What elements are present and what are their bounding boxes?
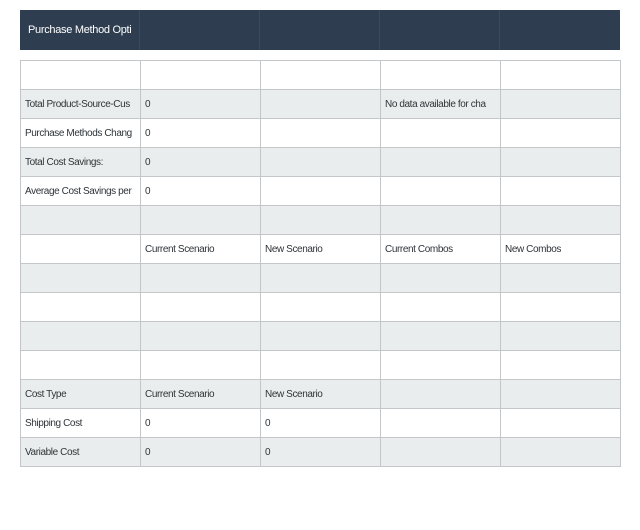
table-cell[interactable]	[381, 380, 501, 409]
table-cell[interactable]	[501, 206, 621, 235]
table-cell[interactable]: New Combos	[501, 235, 621, 264]
results-grid	[20, 60, 621, 467]
table-row	[21, 438, 621, 467]
table-cell[interactable]	[141, 206, 261, 235]
table-cell[interactable]: Current Scenario	[141, 235, 261, 264]
table-cell[interactable]	[381, 148, 501, 177]
table-cell[interactable]	[501, 148, 621, 177]
table-row	[21, 380, 621, 409]
header-cell	[380, 10, 500, 50]
table-cell[interactable]	[381, 322, 501, 351]
table-row	[21, 409, 621, 438]
row-label-cell[interactable]	[21, 293, 141, 322]
table-cell[interactable]	[501, 119, 621, 148]
row-label-cell[interactable]: Variable Cost	[21, 438, 141, 467]
table-row	[21, 148, 621, 177]
table-row	[21, 61, 621, 90]
table-cell[interactable]	[261, 61, 381, 90]
table-row	[21, 322, 621, 351]
table-cell[interactable]	[261, 322, 381, 351]
header-cell	[260, 10, 380, 50]
table-cell[interactable]	[501, 90, 621, 119]
row-label-cell[interactable]: Shipping Cost	[21, 409, 141, 438]
table-cell[interactable]: 0	[141, 409, 261, 438]
table-row	[21, 206, 621, 235]
table-cell[interactable]	[501, 409, 621, 438]
table-cell[interactable]: Current Combos	[381, 235, 501, 264]
table-cell[interactable]	[381, 177, 501, 206]
row-label-cell[interactable]	[21, 264, 141, 293]
table-cell[interactable]: 0	[261, 409, 381, 438]
table-cell[interactable]: 0	[261, 438, 381, 467]
table-cell[interactable]	[261, 90, 381, 119]
header-title: Purchase Method Opti	[20, 10, 140, 50]
table-cell[interactable]	[261, 351, 381, 380]
table-cell[interactable]	[501, 264, 621, 293]
header-cell	[500, 10, 620, 50]
table-cell[interactable]: 0	[141, 90, 261, 119]
table-cell[interactable]: New Scenario	[261, 235, 381, 264]
table-cell[interactable]	[381, 293, 501, 322]
table-cell[interactable]: 0	[141, 438, 261, 467]
row-label-cell[interactable]: Total Product-Source-Cus	[21, 90, 141, 119]
row-label-cell[interactable]: Average Cost Savings per	[21, 177, 141, 206]
table-cell[interactable]	[381, 264, 501, 293]
table-row	[21, 351, 621, 380]
table-cell[interactable]	[381, 438, 501, 467]
table-cell[interactable]	[501, 177, 621, 206]
table-cell[interactable]	[141, 293, 261, 322]
row-label-cell[interactable]: Cost Type	[21, 380, 141, 409]
table-row	[21, 119, 621, 148]
table-row	[21, 293, 621, 322]
table-cell[interactable]	[381, 61, 501, 90]
table-cell[interactable]	[381, 206, 501, 235]
table-cell[interactable]	[261, 148, 381, 177]
table-cell[interactable]	[501, 293, 621, 322]
table-cell[interactable]	[501, 380, 621, 409]
table-row	[21, 235, 621, 264]
table-row	[21, 177, 621, 206]
header-cell	[140, 10, 260, 50]
table-cell[interactable]: 0	[141, 177, 261, 206]
table-cell[interactable]	[261, 206, 381, 235]
table-cell[interactable]	[261, 264, 381, 293]
row-label-cell[interactable]	[21, 61, 141, 90]
table-cell[interactable]: 0	[141, 148, 261, 177]
table-cell[interactable]	[381, 351, 501, 380]
table-cell[interactable]	[381, 409, 501, 438]
table-cell[interactable]	[261, 293, 381, 322]
report-header-bar	[20, 10, 620, 50]
table-cell[interactable]	[501, 322, 621, 351]
table-row	[21, 90, 621, 119]
row-label-cell[interactable]: Total Cost Savings:	[21, 148, 141, 177]
table-cell[interactable]	[381, 119, 501, 148]
table-cell[interactable]: New Scenario	[261, 380, 381, 409]
table-cell[interactable]	[501, 351, 621, 380]
table-cell[interactable]: Current Scenario	[141, 380, 261, 409]
table-cell[interactable]	[501, 438, 621, 467]
row-label-cell[interactable]	[21, 351, 141, 380]
row-label-cell[interactable]	[21, 235, 141, 264]
table-cell[interactable]	[261, 119, 381, 148]
table-cell[interactable]	[141, 61, 261, 90]
table-row	[21, 264, 621, 293]
row-label-cell[interactable]	[21, 206, 141, 235]
table-cell[interactable]	[141, 351, 261, 380]
row-label-cell[interactable]	[21, 322, 141, 351]
table-cell[interactable]: No data available for cha	[381, 90, 501, 119]
table-cell[interactable]	[141, 264, 261, 293]
table-cell[interactable]: 0	[141, 119, 261, 148]
row-label-cell[interactable]: Purchase Methods Chang	[21, 119, 141, 148]
table-cell[interactable]	[141, 322, 261, 351]
table-cell[interactable]	[501, 61, 621, 90]
table-cell[interactable]	[261, 177, 381, 206]
